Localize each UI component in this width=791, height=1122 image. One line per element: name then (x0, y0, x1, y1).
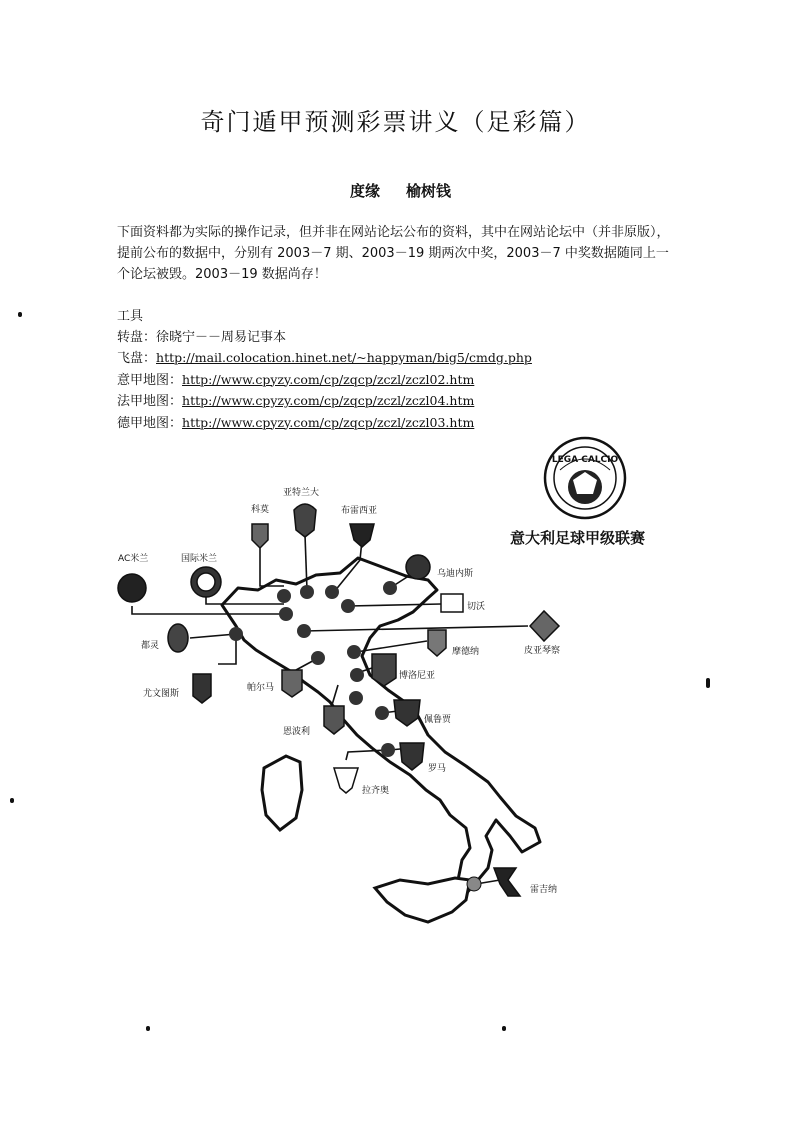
bologna-crest-icon (372, 654, 396, 686)
club-label-roma: 罗马 (428, 764, 447, 774)
club-label-udinese: 乌迪内斯 (437, 569, 474, 579)
club-label-juventus: 尤文图斯 (143, 689, 180, 699)
club-label-piacenza: 皮亚琴察 (524, 646, 561, 656)
club-label-bologna: 博洛尼亚 (399, 671, 436, 681)
intro-paragraph: 下面资料都为实际的操作记录，但并非在网站论坛公布的资料，其中在网站论坛中（并非原版），提前公布的数据中，分别有 2003－7 期、2003－19 期两次中奖，2003－7 中奖数据随同上一个论坛被毁。2003－19 数据尚存！ (117, 225, 670, 282)
club-label-brescia: 布雷西亚 (341, 506, 378, 516)
tool-label: 德甲地图： (117, 415, 183, 431)
scan-speck (18, 312, 22, 317)
sicily (375, 878, 470, 922)
scan-speck (502, 1026, 506, 1031)
udinese-crest-icon (406, 555, 430, 579)
club-label-acmilan: AC米兰 (118, 554, 149, 564)
tool-value: 徐晓宁－－周易记事本 (156, 329, 287, 345)
city-marker (350, 668, 364, 682)
tool-label: 法甲地图： (117, 394, 183, 409)
tool-link[interactable]: http://www.cpyzy.com/cp/zqcp/zczl/zczl02.htm (182, 371, 475, 387)
club-label-modena: 摩德纳 (452, 647, 480, 657)
tools-heading: 工具 (117, 309, 144, 324)
piacenza-crest-icon (530, 611, 559, 641)
city-marker (279, 607, 293, 621)
juventus-crest-icon (193, 674, 211, 703)
scan-speck (10, 798, 14, 803)
club-label-parma: 帕尔马 (247, 683, 275, 693)
club-label-lazio: 拉齐奥 (362, 786, 390, 796)
city-marker (277, 589, 291, 603)
city-marker (297, 624, 311, 638)
tool-label: 转盘： (117, 329, 157, 345)
city-marker (349, 691, 363, 705)
tool-label: 飞盘： (117, 351, 157, 366)
document-title: 奇门遁甲预测彩票讲义（足彩篇） (200, 108, 591, 136)
club-label-chievo: 切沃 (467, 602, 486, 612)
city-marker (383, 581, 397, 595)
city-marker (467, 877, 481, 891)
italy-mainland (222, 558, 540, 895)
city-marker (381, 743, 395, 757)
lazio-crest-icon (334, 768, 358, 793)
como-crest-icon (252, 524, 268, 548)
scan-speck (146, 1026, 150, 1031)
reggina-crest-icon (494, 868, 520, 896)
chievo-crest-icon (441, 594, 463, 612)
club-label-atalanta: 亚特兰大 (283, 488, 320, 498)
author-1: 度缘 (350, 182, 381, 200)
tool-link[interactable]: http://www.cpyzy.com/cp/zqcp/zczl/zczl04.htm (182, 393, 475, 408)
city-marker (229, 627, 243, 641)
svg-text:LEGA CALCIO: LEGA CALCIO (551, 455, 619, 465)
club-label-torino: 都灵 (141, 641, 160, 651)
club-label-perugia: 佩鲁贾 (424, 715, 452, 725)
tool-label: 意甲地图： (117, 372, 183, 388)
scan-speck (706, 678, 710, 688)
club-label-empoli: 恩波利 (283, 727, 311, 737)
city-marker (325, 585, 339, 599)
torino-crest-icon (168, 624, 188, 652)
city-marker (311, 651, 325, 665)
sardinia (262, 756, 302, 830)
league-caption: 意大利足球甲级联赛 (510, 529, 646, 547)
atalanta-crest-icon (294, 504, 316, 537)
city-marker (341, 599, 355, 613)
city-marker (375, 706, 389, 720)
tool-link[interactable]: http://www.cpyzy.com/cp/zqcp/zczl/zczl03.htm (182, 414, 475, 430)
club-label-como: 科莫 (251, 505, 270, 515)
acmilan-crest-icon (118, 574, 146, 602)
empoli-crest-icon (324, 706, 344, 734)
lega-calcio-logo (545, 438, 625, 518)
tool-link[interactable]: http://mail.colocation.hinet.net/~happyman/big5/cmdg.php (156, 350, 532, 365)
club-label-reggina: 雷吉纳 (530, 885, 558, 895)
brescia-crest-icon (350, 524, 374, 547)
author-2: 榆树钱 (406, 182, 452, 200)
modena-crest-icon (428, 630, 446, 656)
club-label-inter: 国际米兰 (181, 554, 218, 564)
parma-crest-icon (282, 670, 302, 697)
city-marker (300, 585, 314, 599)
city-marker (347, 645, 361, 659)
